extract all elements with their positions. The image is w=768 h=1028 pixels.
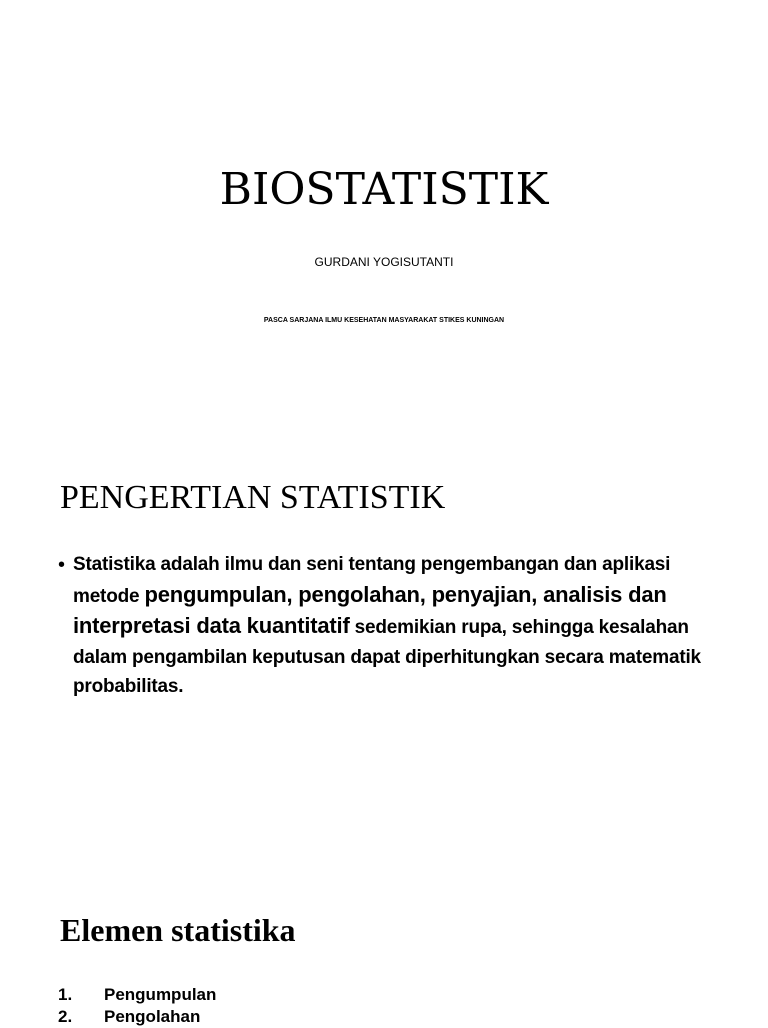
list-item-label: Pengumpulan — [104, 985, 217, 1004]
definition-bullet — [58, 550, 718, 702]
elements-list — [58, 984, 216, 1028]
definition-text-part3: sedemikian rupa, sehingga kesalahan dalam pengambilan keputusan dapat diperhitungkan secara matematik probabilitas. — [73, 617, 701, 697]
institution-name: PASCA SARJANA ILMU KESEHATAN MASYARAKAT STIKES KUNINGAN — [263, 317, 505, 324]
list-item — [58, 1006, 216, 1028]
presentation-title: BIOSTATISTIK — [219, 164, 549, 215]
slide-title-elemen: Elemen statistika — [60, 912, 296, 948]
definition-text — [73, 550, 718, 702]
slide-title-pengertian: PENGERTIAN STATISTIK — [60, 479, 446, 516]
bullet-icon: • — [58, 554, 66, 576]
author-name: GURDANI YOGISUTANTI — [314, 255, 454, 269]
definition-text-part1: Statistika adalah ilmu dan seni tentang pengembangan dan aplikasi metode — [73, 554, 671, 607]
list-item-number: 1. — [58, 985, 73, 1004]
list-item-label: Pengolahan — [104, 1007, 201, 1026]
list-item-number: 2. — [58, 1007, 73, 1026]
definition-text-emphasis: pengumpulan, pengolahan, penyajian, analisis dan interpretasi data kuantitatif — [73, 581, 667, 638]
list-item — [58, 984, 216, 1006]
